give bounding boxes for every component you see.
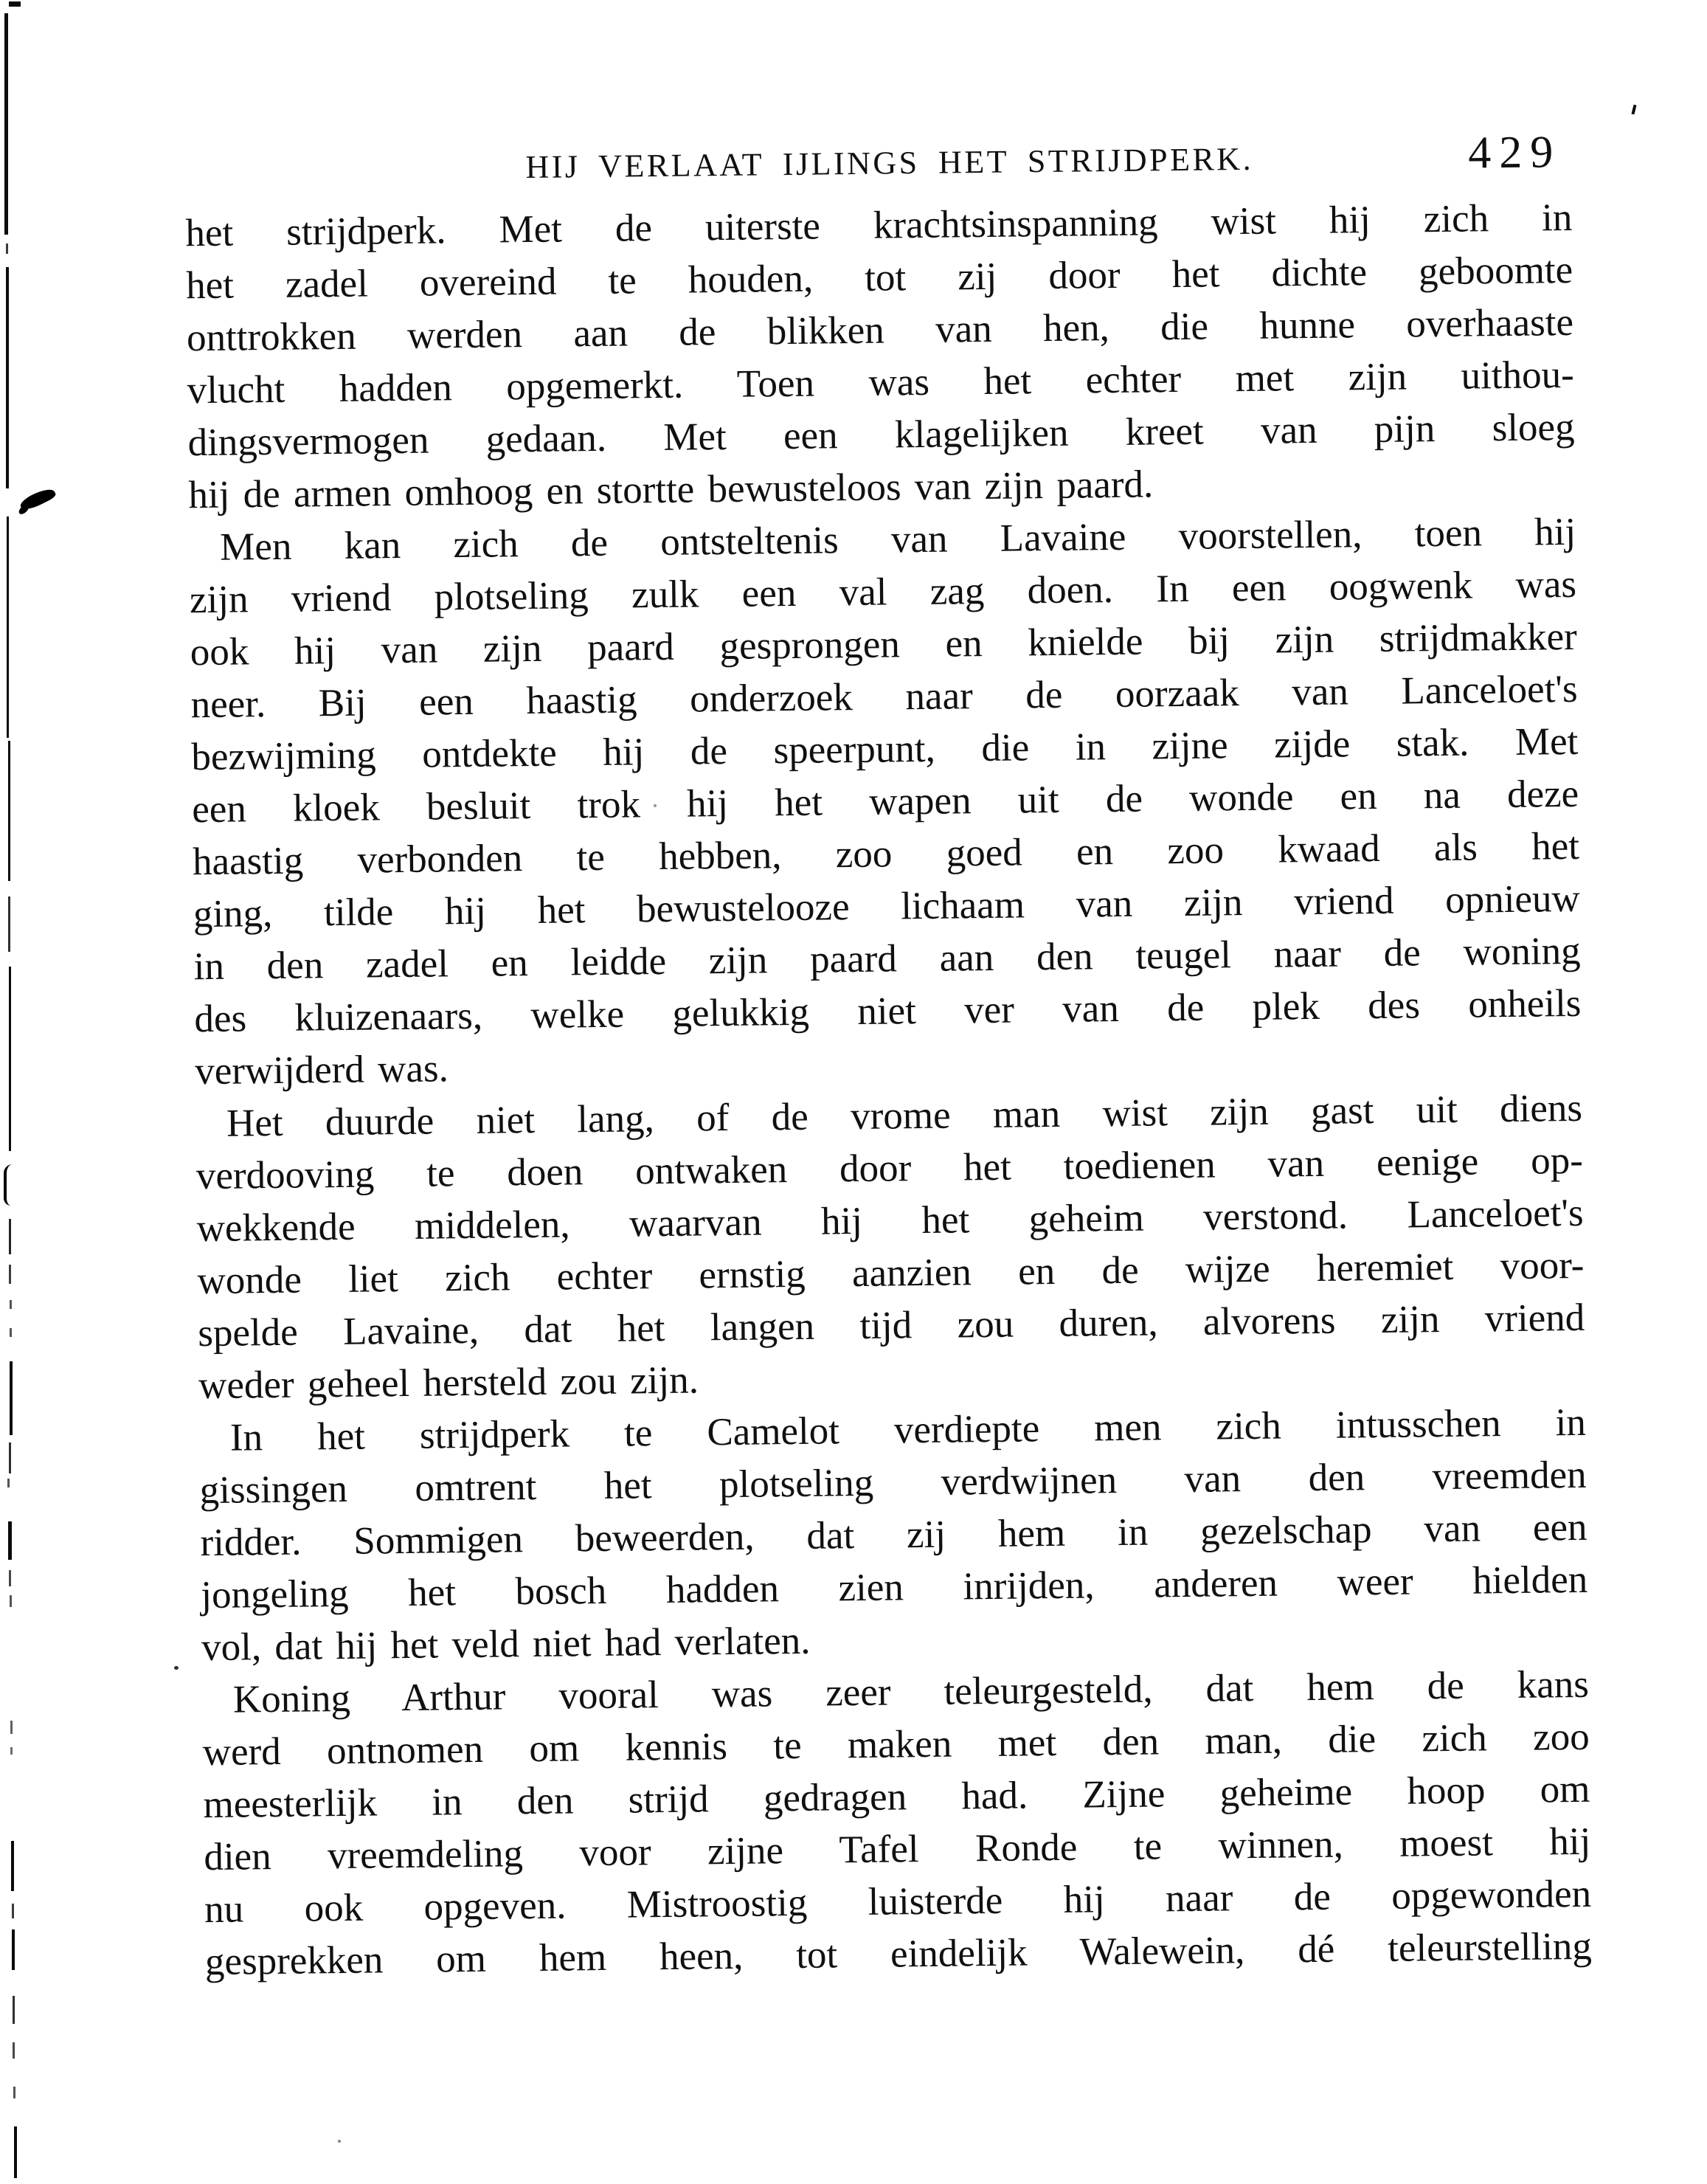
binding-shadow-mark xyxy=(10,1361,13,1435)
text-line: bezwijming ontdekte hij de speerpunt, die in zijne zijde stak. Met xyxy=(191,719,1579,779)
text-line: verwijderd was. xyxy=(194,1047,449,1093)
text-line: des kluizenaars, welke gelukkig niet ver van de plek des onheils xyxy=(194,981,1582,1041)
text-line: werd ontnomen om kennis te maken met den man, die zich zoo xyxy=(202,1715,1590,1774)
binding-shadow-mark xyxy=(7,1479,10,1487)
paper-speck xyxy=(338,2140,341,2143)
text-line: vlucht hadden opgemerkt. Toen was het echter met zijn uithou- xyxy=(187,353,1575,412)
binding-shadow-mark xyxy=(9,1442,11,1473)
text-line: jongeling het bosch hadden zien inrijden, anderen weer hielden xyxy=(201,1558,1588,1617)
text-line: een kloek besluit trok hij het wapen uit de wonde en na deze xyxy=(191,772,1579,832)
page-body xyxy=(185,192,1592,1988)
binding-shadow-mark xyxy=(7,516,9,738)
text-line: vol, dat hij het veld niet had verlaten. xyxy=(201,1619,811,1670)
text-line: wonde liet zich echter ernstig aanzien en de wijze heremiet voor- xyxy=(197,1243,1585,1303)
running-header-title: HIJ VERLAAT IJLINGS HET STRIJDPERK. xyxy=(525,140,1254,186)
binding-shadow-mark xyxy=(4,13,8,235)
running-head xyxy=(184,128,1572,202)
text-line: het strijdperk. Met de uiterste krachtsinspanning wist hij zich in xyxy=(185,196,1573,255)
ink-smudge-mark xyxy=(18,485,57,514)
text-line: dien vreemdeling voor zijne Tafel Ronde te winnen, moest hij xyxy=(204,1820,1591,1879)
binding-shadow-mark xyxy=(8,741,10,881)
text-line: ook hij van zijn paard gesprongen en knielde bij zijn strijdmakker xyxy=(190,615,1578,674)
text-line: ging, tilde hij het bewustelooze lichaam van zijn vriend opnieuw xyxy=(193,877,1581,936)
binding-shadow-mark xyxy=(10,1595,12,1607)
text-line: gesprekken om hem heen, tot eindelijk Walewein, dé teleurstelling xyxy=(204,1924,1593,1984)
binding-shadow-mark xyxy=(13,2087,15,2098)
text-line: onttrokken werden aan de blikken van hen, die hunne overhaaste xyxy=(186,300,1574,360)
text-line: dingsvermogen gedaan. Met een klagelijken kreet van pijn sloeg xyxy=(187,405,1575,465)
text-line: verdooving te doen ontwaken door het toedienen van eenige op- xyxy=(195,1138,1584,1198)
text-line: meesterlijk in den strijd gedragen had. Zijne geheime hoop om xyxy=(203,1767,1590,1827)
binding-shadow-mark xyxy=(12,1929,15,1970)
text-line: zijn vriend plotseling zulk een val zag doen. In een oogwenk was xyxy=(189,562,1577,622)
binding-shadow-mark xyxy=(9,1219,11,1254)
text-line: In het strijdperk te Camelot verdiepte men zich intusschen in xyxy=(229,1400,1587,1459)
text-line: weder geheel hersteld zou zijn. xyxy=(198,1358,699,1408)
binding-shadow-mark xyxy=(12,1904,14,1918)
text-line: nu ook opgeven. Mistroostig luisterde hij naar de opgewonden xyxy=(204,1872,1592,1932)
page-content xyxy=(184,127,1593,1984)
paper-speck xyxy=(1631,105,1636,115)
text-line: Het duurde niet lang, of de vrome man wist zijn gast uit diens xyxy=(226,1086,1583,1145)
text-line: neer. Bij een haastig onderzoek naar de oorzaak van Lanceloet's xyxy=(190,667,1578,727)
text-line: wekkende middelen, waarvan hij het geheim verstond. Lanceloet's xyxy=(196,1191,1584,1251)
text-line: Koning Arthur vooral was zeer teleurgesteld, dat hem de kans xyxy=(232,1662,1590,1721)
binding-shadow-mark xyxy=(6,243,8,254)
text-line: ridder. Sommigen beweerden, dat zij hem in gezelschap van een xyxy=(200,1505,1587,1565)
binding-shadow-mark xyxy=(14,2126,17,2178)
text-line: Men kan zich de ontsteltenis van Lavaine voorstellen, toen hij xyxy=(219,510,1576,569)
text-line: in den zadel en leidde zijn paard aan den teugel naar de woning xyxy=(193,929,1581,989)
text-line: haastig verbonden te hebben, zoo goed en zoo kwaad als het xyxy=(192,824,1580,884)
binding-shadow-mark xyxy=(8,896,10,952)
binding-shadow-mark xyxy=(9,1,21,7)
binding-shadow-mark xyxy=(4,1164,17,1206)
binding-shadow-mark xyxy=(9,1570,11,1586)
binding-shadow-mark xyxy=(6,267,9,488)
binding-shadow-mark xyxy=(9,967,11,1151)
text-line: gissingen omtrent het plotseling verdwijnen van den vreemden xyxy=(199,1453,1587,1513)
binding-shadow-mark xyxy=(9,1265,11,1284)
binding-shadow-mark xyxy=(8,1521,12,1560)
text-line: spelde Lavaine, dat het langen tijd zou duren, alvorens zijn vriend xyxy=(197,1296,1585,1355)
binding-shadow-mark xyxy=(10,1300,12,1309)
binding-shadow-mark xyxy=(10,1721,13,1734)
binding-shadow-mark xyxy=(13,1996,15,2024)
binding-shadow-mark xyxy=(11,1841,14,1891)
binding-shadow-mark xyxy=(10,1747,13,1755)
paper-speck xyxy=(174,1666,179,1670)
page-number: 429 xyxy=(1467,127,1562,179)
binding-shadow-mark xyxy=(10,1328,12,1337)
text-line: hij de armen omhoog en stortte bewusteloos van zijn paard. xyxy=(188,463,1154,517)
binding-shadow-mark xyxy=(13,2042,15,2059)
text-line: het zadel overeind te houden, tot zij door het dichte geboomte xyxy=(185,248,1573,308)
